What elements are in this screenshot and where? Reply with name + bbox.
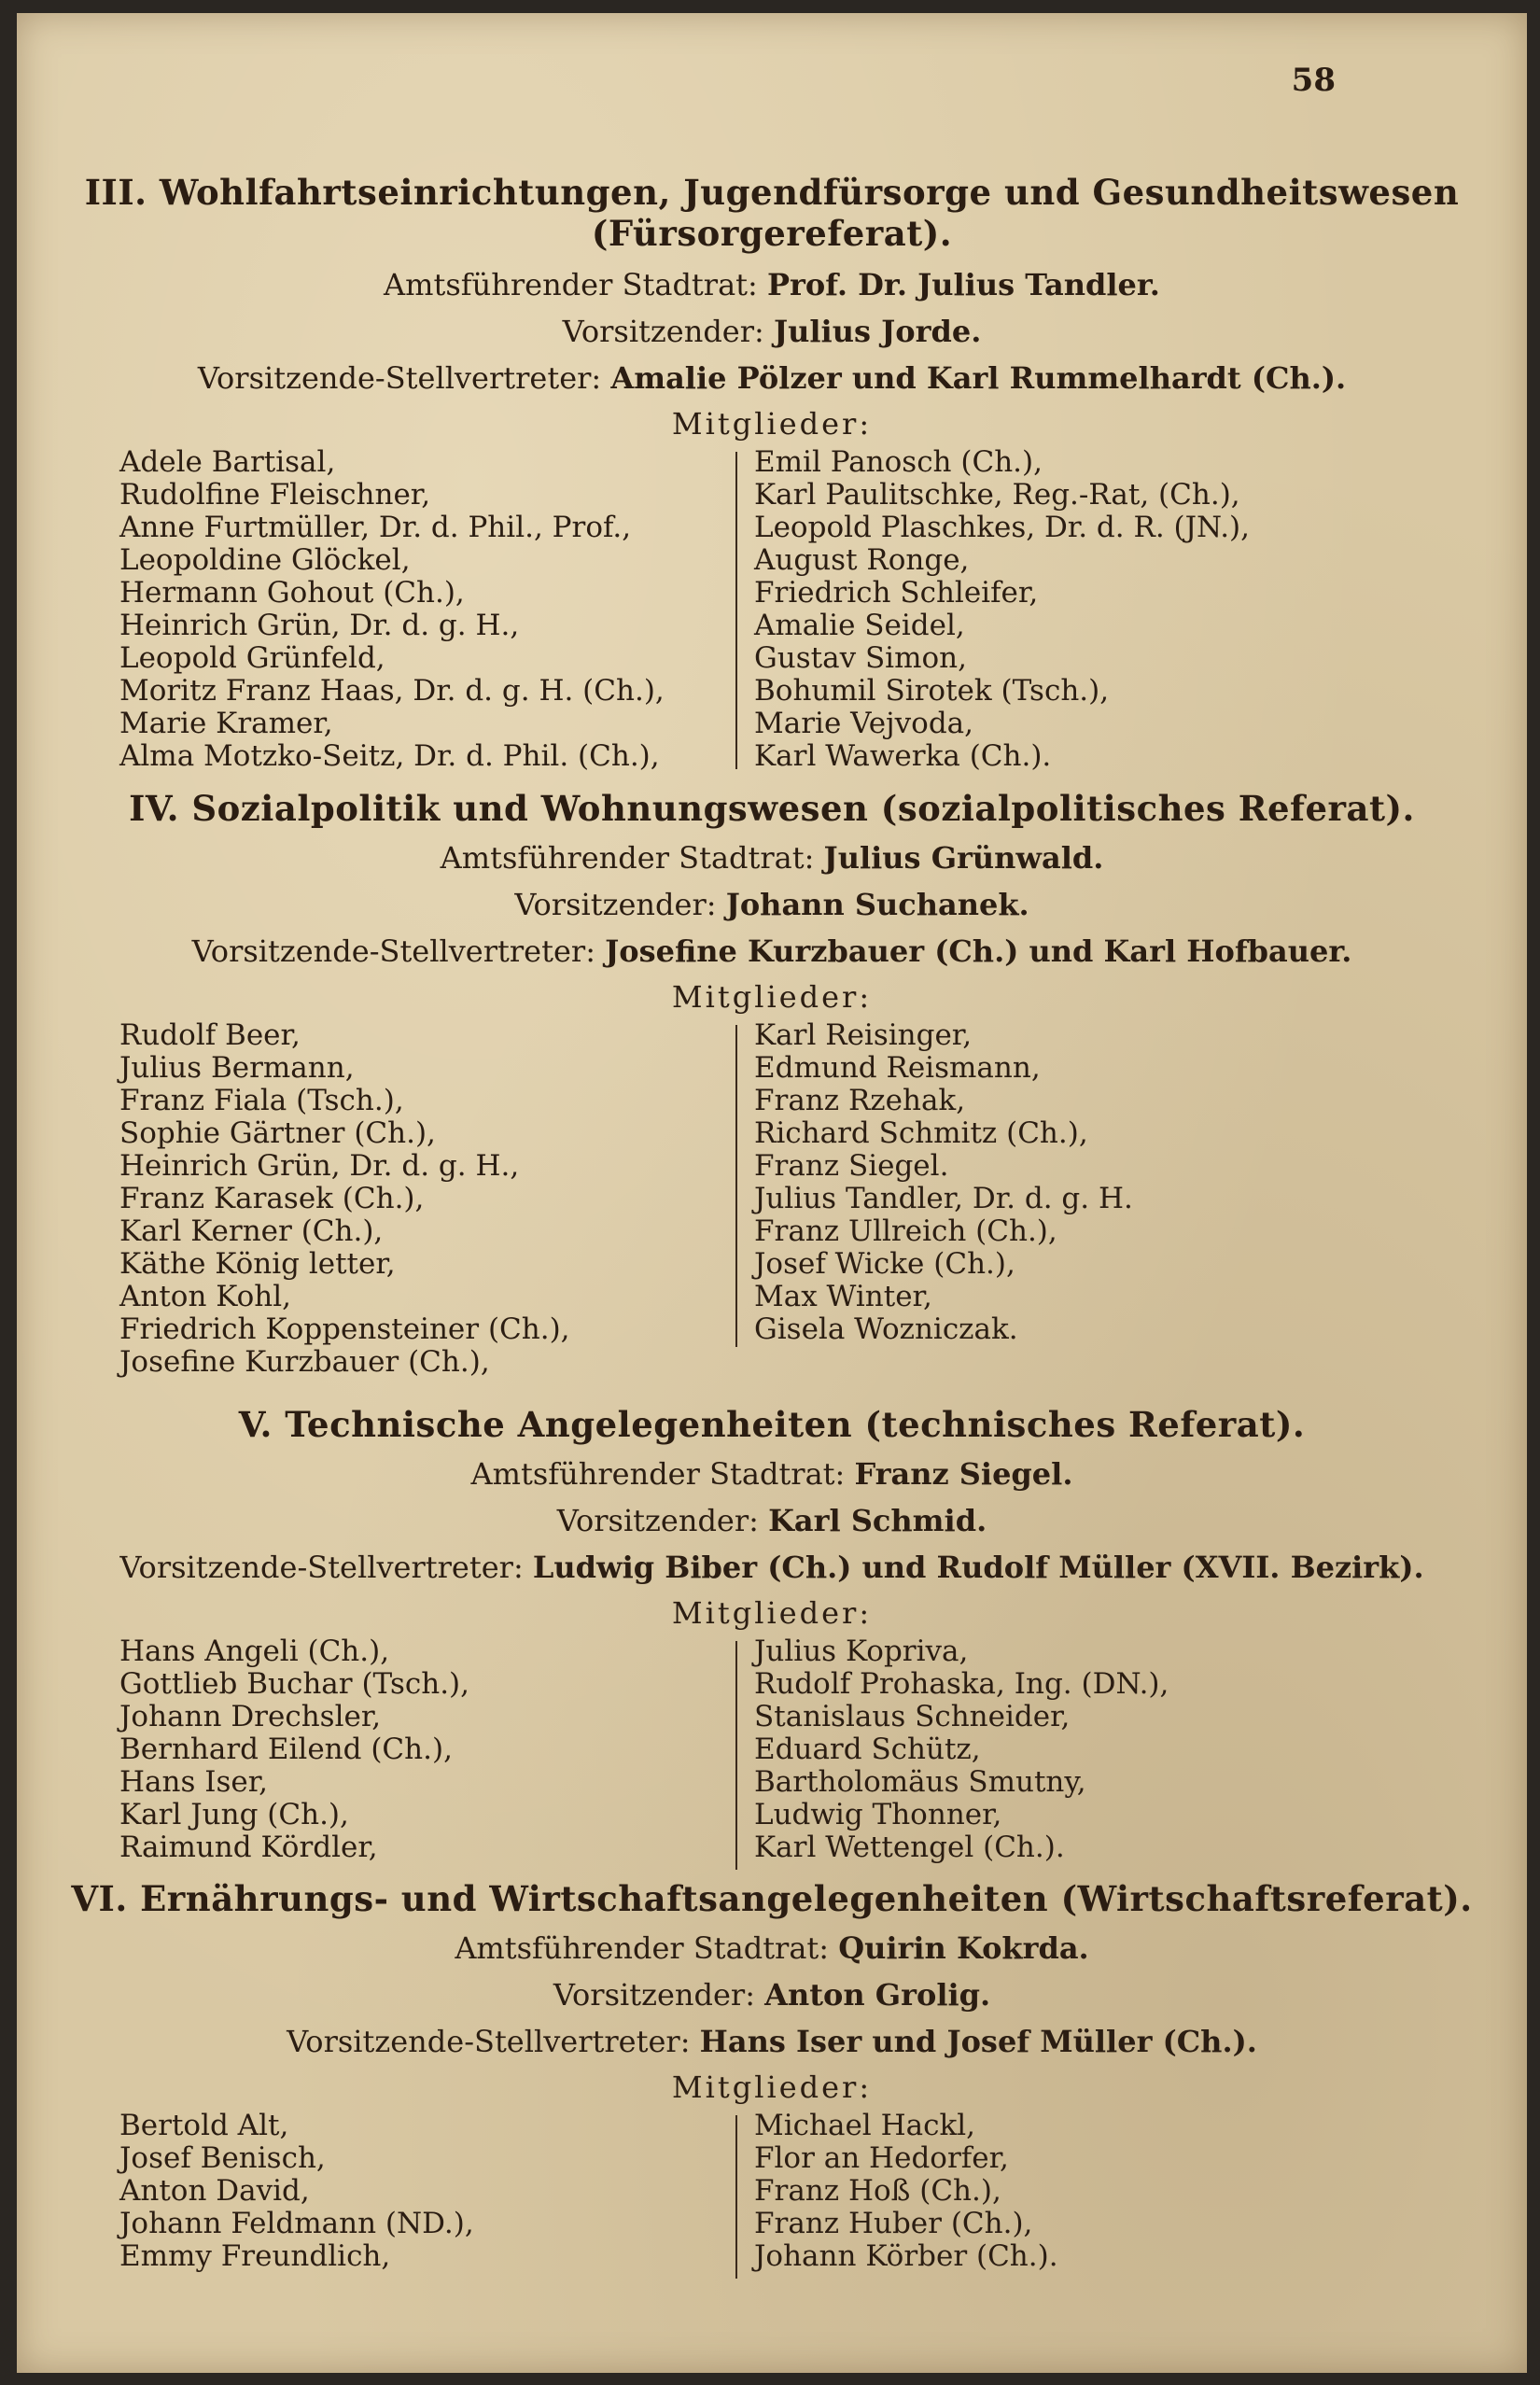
member-name: Marie Kramer, — [119, 707, 333, 740]
member-name: Franz Hoß (Ch.), — [754, 2174, 1001, 2208]
vorsitz-label: Vorsitzender: — [514, 887, 717, 922]
members-left — [119, 1019, 570, 1379]
member-name: Karl Kerner (Ch.), — [119, 1214, 384, 1248]
section-title: VI. Ernährungs- und Wirtschaftsangelegenheiten (Wirtschaftsreferat). — [71, 1878, 1473, 1919]
stadtrat-name: Quirin Kokrda. — [838, 1930, 1089, 1966]
stadtrat-line — [17, 835, 1527, 881]
stadtrat-line — [17, 261, 1527, 308]
member-name: Franz Karasek (Ch.), — [119, 1182, 425, 1215]
member-name: Max Winter, — [754, 1280, 932, 1313]
section-iv — [17, 788, 1527, 1385]
member-name: Franz Fiala (Tsch.), — [119, 1084, 404, 1117]
member-name: Alma Motzko-Seitz, Dr. d. Phil. (Ch.), — [119, 739, 660, 773]
section-title: V. Technische Angelegenheiten (technisches Referat). — [238, 1404, 1306, 1445]
page-number: 58 — [1291, 62, 1336, 99]
member-name: Heinrich Grün, Dr. d. g. H., — [119, 609, 520, 642]
member-name: Käthe König letter, — [119, 1247, 396, 1281]
members-left — [119, 2110, 474, 2273]
member-name: Bohumil Sirotek (Tsch.), — [754, 674, 1110, 708]
vorsitz-name: Julius Jorde. — [773, 314, 982, 349]
vorsitz-name: Karl Schmid. — [768, 1503, 987, 1538]
stellvertreter-line — [17, 355, 1527, 401]
member-name: Flor an Hedorfer, — [754, 2141, 1009, 2175]
member-name: Karl Reisinger, — [754, 1018, 973, 1052]
stellvertreter-names: Josefine Kurzbauer (Ch.) und Karl Hofbauer. — [605, 933, 1352, 969]
member-name: Marie Vejvoda, — [754, 707, 974, 740]
stadtrat-line — [17, 1925, 1527, 1971]
member-name: Moritz Franz Haas, Dr. d. g. H. (Ch.), — [119, 674, 665, 708]
stadtrat-label: Amtsführender Stadtrat: — [440, 840, 815, 876]
member-name: Franz Rzehak, — [754, 1084, 966, 1117]
member-name: Josef Benisch, — [119, 2141, 326, 2175]
stellvertreter-names: Amalie Pölzer und Karl Rummelhardt (Ch.). — [610, 360, 1347, 396]
member-name: Bertold Alt, — [119, 2109, 289, 2142]
stadtrat-name: Franz Siegel. — [854, 1456, 1073, 1492]
vorsitz-label: Vorsitzender: — [556, 1503, 759, 1538]
document-page — [17, 13, 1527, 2373]
stellvertreter-label: Vorsitzende-Stellvertreter: — [191, 933, 595, 969]
member-name: Julius Kopriva, — [754, 1634, 969, 1668]
section-title: IV. Sozialpolitik und Wohnungswesen (sozialpolitisches Referat). — [129, 788, 1415, 829]
member-name: Julius Bermann, — [119, 1051, 355, 1085]
member-name: Ludwig Thonner, — [754, 1798, 1002, 1831]
section-v — [17, 1404, 1527, 1876]
member-name: Karl Jung (Ch.), — [119, 1798, 349, 1831]
vorsitz-name: Anton Grolig. — [764, 1977, 991, 2013]
member-name: Anton David, — [119, 2174, 310, 2208]
column-divider — [735, 2115, 737, 2279]
vorsitz-line — [17, 1971, 1527, 2018]
member-name: Bartholomäus Smutny, — [754, 1765, 1086, 1799]
member-name: Johann Körber (Ch.). — [754, 2239, 1058, 2273]
member-name: Hans Angeli (Ch.), — [119, 1634, 390, 1668]
stellvertreter-names: Ludwig Biber (Ch.) und Rudolf Müller (XVII. Bezirk). — [532, 1550, 1424, 1585]
member-name: Anton Kohl, — [119, 1280, 292, 1313]
member-name: Karl Wawerka (Ch.). — [754, 739, 1052, 773]
member-name: Gisela Wozniczak. — [754, 1312, 1018, 1346]
member-name: Karl Paulitschke, Reg.-Rat, (Ch.), — [754, 478, 1240, 512]
member-name: Amalie Seidel, — [754, 609, 965, 642]
section-title: III. Wohlfahrtseinrichtungen, Jugendfürsorge und Gesundheitswesen — [84, 172, 1460, 213]
member-name: Raimund Kördler, — [119, 1831, 378, 1864]
members-heading: Mitglieder: — [671, 1595, 873, 1631]
members-columns — [17, 2110, 1527, 2282]
member-name: Friedrich Schleifer, — [754, 576, 1039, 610]
member-name: Sophie Gärtner (Ch.), — [119, 1116, 436, 1150]
members-heading: Mitglieder: — [671, 406, 873, 442]
column-divider — [735, 1025, 737, 1347]
column-divider — [735, 452, 737, 769]
vorsitz-line — [17, 881, 1527, 928]
member-name: August Ronge, — [754, 543, 970, 577]
member-name: Josefine Kurzbauer (Ch.), — [119, 1345, 490, 1379]
stadtrat-name: Julius Grünwald. — [823, 840, 1104, 876]
members-columns — [17, 1635, 1527, 1876]
member-name: Michael Hackl, — [754, 2109, 976, 2142]
members-left — [119, 446, 665, 773]
members-right — [754, 2110, 1058, 2273]
stadtrat-name: Prof. Dr. Julius Tandler. — [766, 267, 1160, 302]
section-vi — [17, 1878, 1527, 2282]
vorsitz-line — [17, 1497, 1527, 1544]
member-name: Edmund Reismann, — [754, 1051, 1041, 1085]
member-name: Johann Feldmann (ND.), — [119, 2207, 474, 2240]
vorsitz-line — [17, 308, 1527, 355]
member-name: Franz Siegel. — [754, 1149, 949, 1183]
member-name: Bernhard Eilend (Ch.), — [119, 1733, 453, 1766]
members-left — [119, 1635, 469, 1864]
member-name: Emmy Freundlich, — [119, 2239, 391, 2273]
members-right — [754, 1635, 1169, 1864]
members-columns — [17, 1019, 1527, 1385]
stadtrat-label: Amtsführender Stadtrat: — [384, 267, 758, 302]
member-name: Emil Panosch (Ch.), — [754, 445, 1043, 479]
member-name: Rudolfine Fleischner, — [119, 478, 431, 512]
stellvertreter-names: Hans Iser und Josef Müller (Ch.). — [699, 2024, 1257, 2059]
member-name: Julius Tandler, Dr. d. g. H. — [754, 1182, 1133, 1215]
vorsitz-name: Johann Suchanek. — [725, 887, 1029, 922]
section-iii — [17, 172, 1527, 775]
member-name: Franz Ullreich (Ch.), — [754, 1214, 1057, 1248]
stellvertreter-line — [17, 1544, 1527, 1591]
member-name: Adele Bartisal, — [119, 445, 336, 479]
members-right — [754, 446, 1250, 773]
member-name: Leopoldine Glöckel, — [119, 543, 411, 577]
stellvertreter-label: Vorsitzende-Stellvertreter: — [197, 360, 602, 396]
member-name: Johann Drechsler, — [119, 1700, 382, 1733]
vorsitz-label: Vorsitzender: — [562, 314, 764, 349]
member-name: Gottlieb Buchar (Tsch.), — [119, 1667, 469, 1701]
members-heading: Mitglieder: — [671, 2069, 873, 2105]
member-name: Richard Schmitz (Ch.), — [754, 1116, 1088, 1150]
members-heading: Mitglieder: — [671, 979, 873, 1015]
stadtrat-line — [17, 1451, 1527, 1497]
member-name: Franz Huber (Ch.), — [754, 2207, 1033, 2240]
stellvertreter-line — [17, 928, 1527, 975]
section-title-line2: (Fürsorgereferat). — [591, 213, 953, 254]
member-name: Josef Wicke (Ch.), — [754, 1247, 1015, 1281]
member-name: Hans Iser, — [119, 1765, 269, 1799]
members-right — [754, 1019, 1133, 1346]
member-name: Rudolf Prohaska, Ing. (DN.), — [754, 1667, 1169, 1701]
members-columns — [17, 446, 1527, 775]
column-divider — [735, 1641, 737, 1870]
stellvertreter-line — [17, 2018, 1527, 2065]
member-name: Hermann Gohout (Ch.), — [119, 576, 465, 610]
stadtrat-label: Amtsführender Stadtrat: — [455, 1930, 830, 1966]
member-name: Stanislaus Schneider, — [754, 1700, 1071, 1733]
member-name: Leopold Plaschkes, Dr. d. R. (JN.), — [754, 511, 1250, 544]
member-name: Heinrich Grün, Dr. d. g. H., — [119, 1149, 520, 1183]
stellvertreter-label: Vorsitzende-Stellvertreter: — [119, 1550, 524, 1585]
stellvertreter-label: Vorsitzende-Stellvertreter: — [287, 2024, 691, 2059]
stadtrat-label: Amtsführender Stadtrat: — [470, 1456, 846, 1492]
member-name: Leopold Grünfeld, — [119, 641, 385, 675]
member-name: Friedrich Koppensteiner (Ch.), — [119, 1312, 570, 1346]
member-name: Rudolf Beer, — [119, 1018, 301, 1052]
member-name: Karl Wettengel (Ch.). — [754, 1831, 1065, 1864]
vorsitz-label: Vorsitzender: — [553, 1977, 755, 2013]
member-name: Gustav Simon, — [754, 641, 967, 675]
member-name: Eduard Schütz, — [754, 1733, 981, 1766]
member-name: Anne Furtmüller, Dr. d. Phil., Prof., — [119, 511, 632, 544]
